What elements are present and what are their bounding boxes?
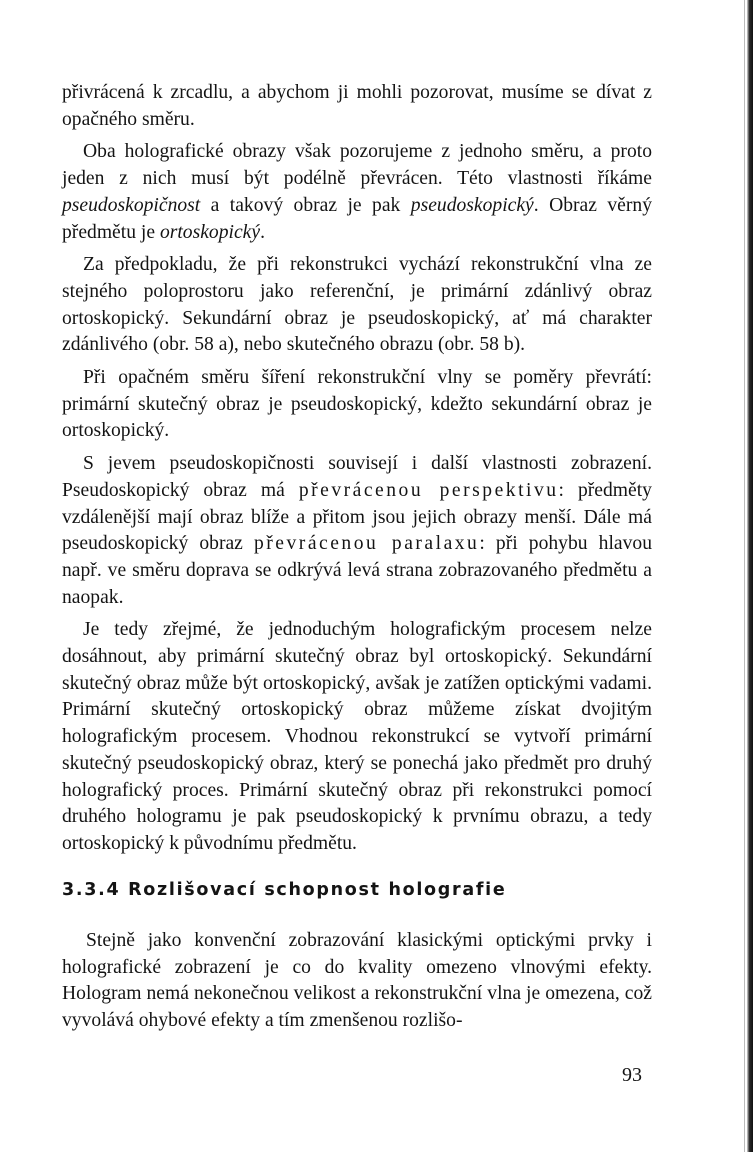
paragraph — [62, 365, 652, 445]
section-heading: 3.3.4 Rozlišovací schopnost holografie — [62, 880, 507, 900]
paragraph — [62, 252, 652, 359]
paragraph: Stejně jako konvenční zobrazování klasickými optickými prvky i holografické zobrazení je co do kvality omezeno vlnovými efekty. Hologram nemá nekonečnou velikost a rekonstrukční vlna je omezena, což vyvolává ohybové efekty a tím zmenšenou rozlišo- — [62, 930, 652, 1032]
text-run: a takový obraz je pak — [200, 194, 411, 216]
paragraph — [62, 80, 652, 133]
text-run: Je tedy zřejmé, že jednoduchým holografickým procesem nelze dosáhnout, aby primární skutečný obraz byl ortoskopický. Sekundární skutečný obraz může být ortoskopický, avšak je zatížen optickými vadami. Primární skutečný ortoskopický obraz můžeme získat dvojitým holografickým procesem. Vhodnou rekonstrukcí se vytvoří primární skutečný pseudoskopický obraz, který se ponechá jako předmět pro druhý holografický proces. Primární skutečný obraz při rekonstrukci pomocí druhého hologramu je pak pseudoskopický k prvnímu obrazu, a tedy ortoskopický k původnímu předmětu. — [62, 619, 652, 854]
text-run: : předměty vzdálenější mají obraz blíže a přitom jsou jejich obrazy menší. Dále má pseudoskopický obraz — [62, 479, 652, 555]
text-run: : při pohybu hlavou např. ve směru doprava se odkrývá levá strana zobrazovaného předmětu a naopak. — [62, 533, 652, 608]
spaced-emphasis: převrácenou perspektivu — [298, 479, 559, 501]
section-body — [62, 928, 652, 1035]
paragraph — [62, 617, 652, 857]
italic-term: pseudoskopický — [410, 194, 534, 216]
text-run: . Obraz věrný předmětu je — [62, 194, 652, 243]
paragraph — [62, 139, 652, 246]
italic-term: ortoskopický — [159, 221, 261, 243]
page-edge-line — [744, 0, 745, 1152]
text-run: přivrácená k zrcadlu, a abychom ji mohli pozorovat, musíme se dívat z opačného směru. — [62, 82, 652, 130]
text-run: Při opačném směru šíření rekonstrukční vlny se poměry převrátí: primární skutečný obraz je pseudoskopický, kdežto sekundární obraz je ortoskopický. — [62, 367, 652, 442]
page-number: 93 — [622, 1064, 642, 1086]
italic-term: pseudoskopičnost — [62, 194, 201, 216]
paragraph — [62, 451, 652, 611]
spaced-emphasis: převrácenou paralaxu — [253, 533, 480, 555]
text-run: Za předpokladu, že při rekonstrukci vychází rekonstrukční vlna ze stejného poloprostoru jako referenční, je primární zdánlivý obraz ortoskopický. Sekundární obraz je pseudoskopický, ať má charakter zdánlivého (obr. 58 a), nebo skutečného obrazu (obr. 58 b). — [62, 254, 652, 356]
text-run: Oba holografické obrazy však pozorujeme z jednoho směru, a proto jeden z nich musí být podélně převrácen. Této vlastnosti říkáme — [62, 141, 652, 190]
page-edge-shadow — [747, 0, 753, 1152]
text-run: . — [260, 221, 265, 243]
body-text — [62, 80, 652, 864]
text-run: S jevem pseudoskopičnosti souvisejí i další vlastnosti zobrazení. Pseudoskopický obraz má — [62, 453, 652, 501]
